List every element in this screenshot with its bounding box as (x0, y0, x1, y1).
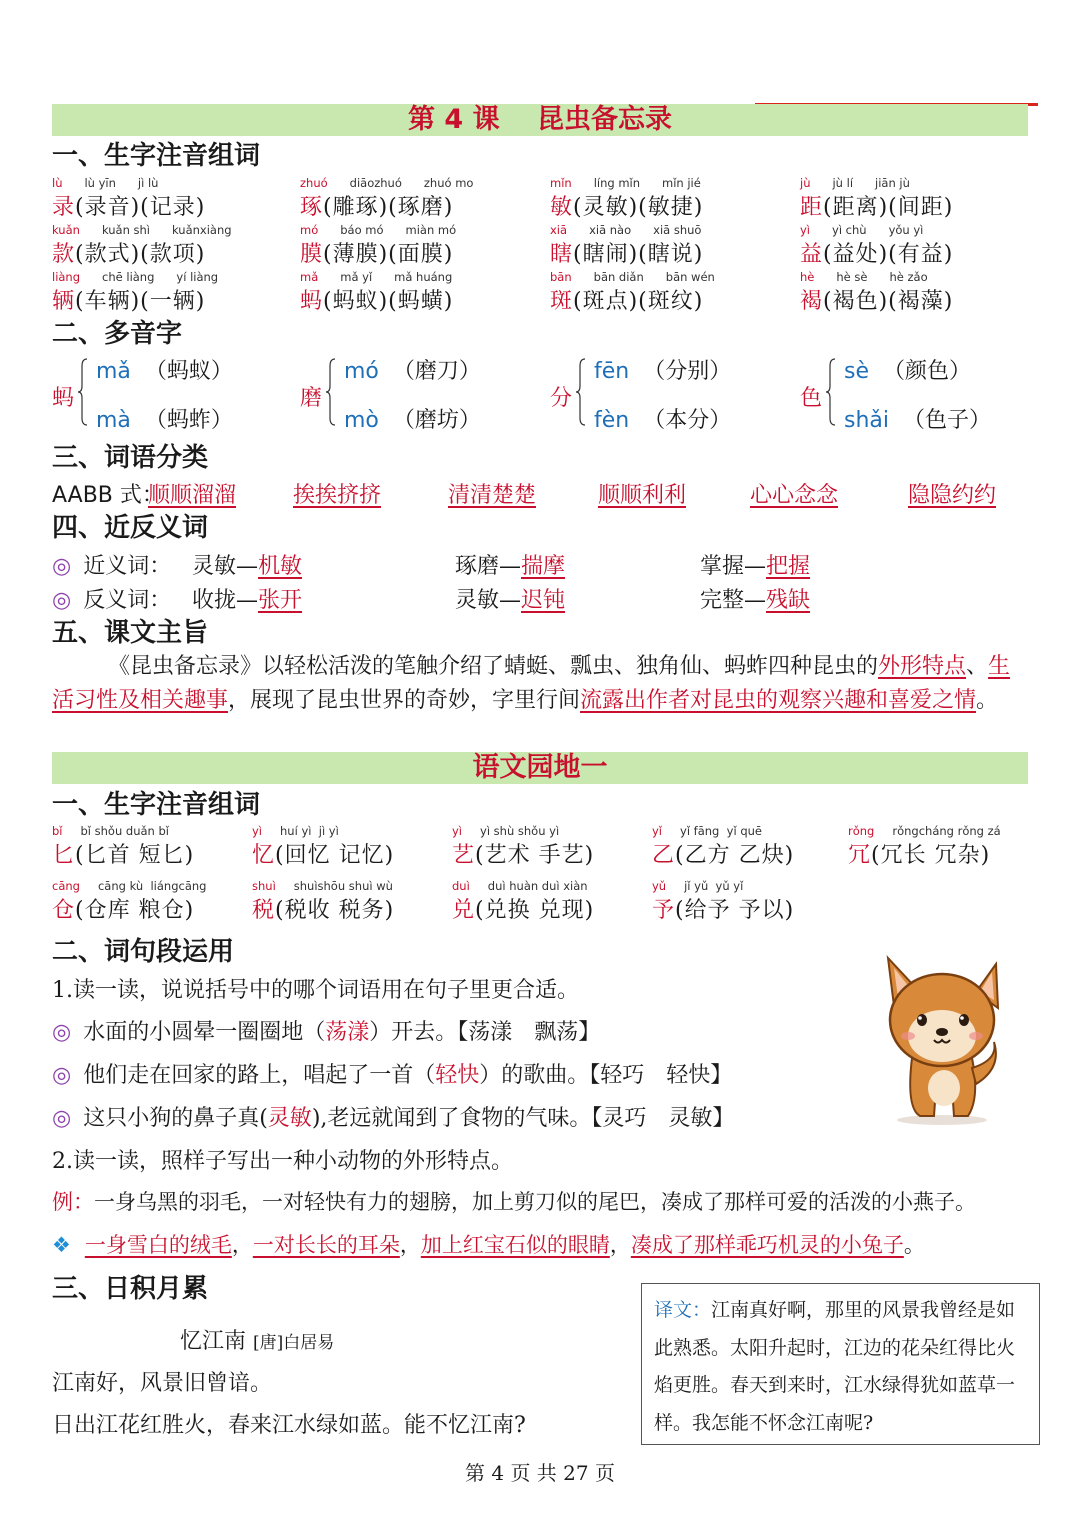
target-char: 膜 (300, 242, 324, 267)
pinyin-word-2: jì lù (137, 176, 159, 190)
synonym-pair (700, 549, 810, 580)
word-group: (乙方 乙炔) (675, 843, 795, 868)
char-words (300, 284, 453, 315)
reading-1 (344, 354, 481, 385)
pinyin-char: hè (800, 270, 815, 284)
aabb-word: 顺顺利利 (598, 483, 687, 508)
pinyin-word-2: bān wén (665, 270, 715, 284)
question-answer: 荡漾 (325, 1020, 370, 1045)
answer-part: 一对长长的耳朵 (252, 1233, 400, 1257)
lesson-name: 昆虫备忘录 (537, 104, 672, 135)
word-group: (薄膜)(面膜) (323, 242, 454, 267)
pinyin-char: jù (800, 176, 811, 190)
reading-2 (844, 403, 991, 434)
word-group: (车辆)(一辆) (75, 289, 206, 314)
question-text: ）开去。【荡漾 飘荡】 (369, 1020, 601, 1045)
target-char: 仓 (52, 898, 76, 923)
antonym-row (52, 583, 171, 614)
reading-1 (594, 354, 731, 385)
char-words (52, 284, 205, 315)
pinyin-word-2: miàn mó (405, 223, 457, 237)
pair-answer: 张开 (258, 588, 303, 613)
reading-pinyin: mǎ (96, 359, 131, 384)
diamond-bullet-icon: ❖ (52, 1233, 71, 1257)
pinyin-char: yǔ (652, 879, 667, 893)
pair-answer: 迟钝 (521, 588, 566, 613)
pinyin-char: yì (800, 223, 811, 237)
target-char: 瞎 (550, 242, 574, 267)
char-words (800, 284, 953, 315)
puppy-illustration (872, 948, 1008, 1128)
word-group: (褐色)(褐藻) (823, 289, 954, 314)
pinyin-word-1: líng mǐn (593, 176, 641, 190)
pinyin (550, 270, 715, 284)
pair-word: 琢磨— (455, 554, 522, 579)
word-group: (录音)(记录) (75, 195, 206, 220)
section-polyphones: 二、多音字 (52, 319, 183, 349)
pinyin-char: kuǎn (52, 223, 80, 237)
question-text: 这只小狗的鼻子真( (83, 1106, 268, 1131)
reading-word: （磨刀） (392, 359, 481, 384)
question-text: ),老远就闻到了食物的气味。【灵巧 灵敏】 (311, 1106, 735, 1131)
synonym-pair (192, 549, 302, 580)
pinyin-char: yǐ (652, 824, 663, 838)
pinyin (300, 223, 456, 237)
question-text: ）的歌曲。【轻巧 轻快】 (479, 1063, 733, 1088)
pair-word: 收拢— (192, 588, 259, 613)
pinyin-char: shuì (252, 879, 276, 893)
reading-word: （蚂蚱） (144, 408, 233, 433)
pinyin-word-1: mǎ yǐ (340, 270, 373, 284)
question-item (52, 1101, 734, 1132)
pinyin-word-1: yì chù (832, 223, 867, 237)
aabb-label: AABB 式： (52, 483, 164, 508)
answer-part: 加上红宝石似的眼睛 (420, 1233, 610, 1257)
pinyin-char: yì (252, 824, 263, 838)
reading-pinyin: fèn (594, 408, 630, 433)
pinyin (300, 270, 452, 284)
pinyin (300, 176, 473, 190)
theme-paragraph (52, 650, 1020, 718)
word-group: (匕首 短匕) (75, 843, 195, 868)
reading-2 (96, 403, 233, 434)
target-char: 冗 (848, 843, 872, 868)
example-line (52, 1186, 976, 1216)
pinyin (52, 270, 218, 284)
theme-text: ，展现了昆虫世界的奇妙，字里行间 (228, 688, 581, 713)
pinyin (52, 223, 232, 237)
poem-title: 忆江南 (180, 1329, 247, 1354)
brace-icon (326, 358, 336, 426)
pinyin (452, 824, 559, 838)
page-footer: 第 4 页 共 27 页 (465, 1461, 615, 1485)
pinyin (52, 879, 206, 893)
char-words (550, 284, 703, 315)
answer-line: ❖ 一身雪白的绒毛，一对长长的耳朵，加上红宝石似的眼睛，凑成了那样乖巧机灵的小兔子。 (52, 1233, 925, 1257)
brace-icon (78, 358, 88, 426)
question-text: 水面的小圆晕一圈圈地（ (83, 1020, 326, 1045)
poem-line-2: 日出江花红胜火，春来江水绿如蓝。能不忆江南? (52, 1413, 526, 1438)
target-char: 予 (652, 898, 676, 923)
lesson-number: 第 4 课 (408, 104, 500, 135)
reading-pinyin: mà (96, 408, 131, 433)
word-group: (斑点)(斑纹) (573, 289, 704, 314)
pair-answer: 揣摩 (521, 554, 566, 579)
char-words (52, 893, 194, 924)
section-synonyms: 四、近反义词 (52, 513, 209, 543)
target-char: 税 (252, 898, 276, 923)
target-char: 款 (52, 242, 76, 267)
garden-title: 语文园地一 (472, 752, 608, 783)
pinyin-char: mó (300, 223, 319, 237)
char-words (300, 190, 453, 221)
aabb-word: 挨挨挤挤 (293, 483, 382, 508)
pinyin-word-1: chē liàng (102, 270, 155, 284)
theme-text: 、 (966, 654, 989, 679)
pinyin-char: zhuó (300, 176, 328, 190)
char-words (52, 838, 194, 869)
circle-bullet-icon: ◎ (52, 1063, 72, 1088)
question-2: 2.读一读，照样子写出一种小动物的外形特点。 (52, 1149, 513, 1174)
reading-word: （蚂蚁） (144, 359, 233, 384)
pinyin-word-1: lù yīn (84, 176, 116, 190)
pinyin-char: bǐ (52, 824, 63, 838)
char-words (52, 190, 205, 221)
pinyin-word-1: jù lí (832, 176, 854, 190)
pinyin (252, 879, 393, 893)
pinyin (52, 824, 169, 838)
target-char: 益 (800, 242, 824, 267)
pinyin-words: huí yì jì yì (280, 824, 339, 838)
antonym-label: 反义词： (83, 588, 172, 613)
word-group: (税收 税务) (275, 898, 395, 923)
question-item (52, 1058, 732, 1089)
target-char: 辆 (52, 289, 76, 314)
polyphone-char: 磨 (300, 386, 323, 411)
garden-banner (52, 752, 1028, 784)
target-char: 琢 (300, 195, 324, 220)
brace-icon (826, 358, 836, 426)
pinyin-char: xiā (550, 223, 568, 237)
word-group: (款式)(款项) (75, 242, 206, 267)
pinyin-words: bǐ shǒu duǎn bǐ (80, 824, 169, 838)
pair-answer: 把握 (766, 554, 811, 579)
pair-word: 完整— (700, 588, 767, 613)
pinyin-char: rǒng (848, 824, 875, 838)
reading-word: （色子） (903, 408, 992, 433)
pinyin-char: mǎ (300, 270, 319, 284)
word-group: (兑换 兑现) (475, 898, 595, 923)
pinyin-char: bān (550, 270, 572, 284)
question-answer: 灵敏 (267, 1106, 312, 1131)
target-char: 褐 (800, 289, 824, 314)
word-group: (灵敏)(敏捷) (573, 195, 704, 220)
antonym-pair (700, 583, 810, 614)
pinyin (800, 176, 910, 190)
synonym-pair (455, 549, 565, 580)
pinyin-char: mǐn (550, 176, 572, 190)
reading-word: （本分） (643, 408, 732, 433)
word-group: (蚂蚁)(蚂蟥) (323, 289, 454, 314)
antonym-pair (455, 583, 565, 614)
word-group: (回忆 记忆) (275, 843, 395, 868)
reading-word: （磨坊） (392, 408, 481, 433)
pinyin-word-1: báo mó (340, 223, 384, 237)
translation-text: 江南真好啊，那里的风景我曾经是如此熟悉。太阳升起时，江边的花朵红得比火焰更胜。春天到来时，江水绿得犹如蓝草一样。我怎能不怀念江南呢? (654, 1299, 1016, 1434)
antonym-pair (192, 583, 302, 614)
pinyin-char: lù (52, 176, 63, 190)
aabb-word: 隐隐约约 (908, 483, 997, 508)
reading-pinyin: shǎi (844, 408, 889, 433)
pinyin-char: liàng (52, 270, 81, 284)
target-char: 艺 (452, 843, 476, 868)
pinyin (52, 176, 158, 190)
char-words (452, 893, 594, 924)
pinyin-word-1: diāozhuó (349, 176, 402, 190)
pinyin-words: rǒngcháng rǒng zá (892, 824, 1001, 838)
section-accumulation: 三、日积月累 (52, 1274, 209, 1304)
section-characters: 一、生字注音组词 (52, 141, 261, 171)
char-words (452, 838, 594, 869)
reading-pinyin: sè (844, 359, 869, 384)
theme-key-2: 生活习性及相关趣事 (52, 654, 1011, 713)
pair-answer: 机敏 (258, 554, 303, 579)
word-group: (仓库 粮仓) (75, 898, 195, 923)
pinyin-word-1: bān diǎn (593, 270, 644, 284)
answer-part: 凑成了那样乖巧机灵的小兔子 (630, 1233, 904, 1257)
theme-text: 《昆虫备忘录》以轻松活泼的笔触介绍了蜻蜓、瓢虫、独角仙、蚂蚱四种昆虫的 (108, 654, 879, 679)
char-words (652, 838, 794, 869)
poem-line-1: 江南好，风景旧曾谙。 (52, 1371, 273, 1396)
word-group: (给予 予以) (675, 898, 795, 923)
target-char: 距 (800, 195, 824, 220)
pinyin-word-2: yǒu yì (888, 223, 924, 237)
word-group: (瞎闹)(瞎说) (573, 242, 704, 267)
theme-key-3: 流露出作者对昆虫的观察兴趣和喜爱之情 (580, 688, 977, 713)
target-char: 斑 (550, 289, 574, 314)
pinyin-word-1: kuǎn shì (101, 223, 150, 237)
reading-pinyin: mó (344, 359, 379, 384)
pinyin-word-1: xiā nào (589, 223, 632, 237)
reading-2 (344, 403, 481, 434)
aabb-word: 清清楚楚 (448, 483, 537, 508)
target-char: 乙 (652, 843, 676, 868)
question-answer: 轻快 (435, 1063, 480, 1088)
synonym-label: 近义词： (83, 554, 172, 579)
pinyin-char: duì (452, 879, 470, 893)
pinyin-char: yì (452, 824, 463, 838)
pinyin-word-2: yí liàng (176, 270, 219, 284)
pinyin-word-2: xiā shuō (653, 223, 702, 237)
reading-word: （分别） (643, 359, 732, 384)
translation-box (641, 1283, 1040, 1445)
reading-1 (844, 354, 971, 385)
answer-part: 一身雪白的绒毛 (84, 1233, 232, 1257)
char-words (800, 237, 953, 268)
word-group: (益处)(有益) (823, 242, 954, 267)
section-usage: 二、词句段运用 (52, 937, 235, 967)
pinyin (550, 176, 701, 190)
target-char: 忆 (252, 843, 276, 868)
question-item (52, 1015, 600, 1046)
pinyin-words: duì huàn duì xiàn (487, 879, 588, 893)
pinyin (252, 824, 339, 838)
circle-bullet-icon: ◎ (52, 588, 72, 613)
word-group: (冗长 冗杂) (871, 843, 991, 868)
word-group: (距离)(间距) (823, 195, 954, 220)
polyphone-char: 蚂 (52, 386, 75, 411)
polyphone-char: 色 (800, 386, 823, 411)
char-words (848, 838, 990, 869)
brace-icon (576, 358, 586, 426)
target-char: 兑 (452, 898, 476, 923)
pair-word: 掌握— (700, 554, 767, 579)
pinyin-word-2: jiān jù (875, 176, 910, 190)
word-group: (艺术 手艺) (475, 843, 595, 868)
pinyin-words: yǐ fāng yǐ quē (680, 824, 762, 838)
reading-pinyin: fēn (594, 359, 630, 384)
pinyin-words: shuìshōu shuì wù (293, 879, 393, 893)
pinyin-word-2: mǎ huáng (394, 270, 453, 284)
pinyin (800, 270, 928, 284)
reading-pinyin: mò (344, 408, 379, 433)
polyphone-char: 分 (550, 386, 573, 411)
poem-author: [唐]白居易 (253, 1333, 335, 1353)
pinyin-word-2: zhuó mo (423, 176, 474, 190)
word-group: (雕琢)(琢磨) (323, 195, 454, 220)
reading-1 (96, 354, 233, 385)
char-words (300, 237, 453, 268)
aabb-word: 顺顺溜溜 (148, 483, 237, 508)
char-words (252, 893, 394, 924)
circle-bullet-icon: ◎ (52, 1106, 72, 1131)
target-char: 敏 (550, 195, 574, 220)
pinyin (452, 879, 588, 893)
pinyin-words: yì shù shǒu yì (480, 824, 560, 838)
pinyin (652, 879, 743, 893)
poem-title-line (180, 1324, 334, 1355)
pair-word: 灵敏— (455, 588, 522, 613)
section-word-class: 三、词语分类 (52, 443, 209, 473)
aabb-word: 心心念念 (750, 483, 839, 508)
synonym-row (52, 549, 171, 580)
circle-bullet-icon: ◎ (52, 1020, 72, 1045)
pair-word: 灵敏— (192, 554, 259, 579)
target-char: 蚂 (300, 289, 324, 314)
pair-answer: 残缺 (766, 588, 811, 613)
question-text: 他们走在回家的路上，唱起了一首（ (83, 1063, 436, 1088)
char-words (52, 237, 205, 268)
pinyin-word-2: hè zǎo (889, 270, 928, 284)
pinyin-words: cāng kù liángcāng (97, 879, 207, 893)
example-label: 例： (52, 1190, 94, 1214)
translation-label: 译文： (654, 1299, 712, 1321)
pinyin-word-2: mǐn jié (662, 176, 701, 190)
pinyin (652, 824, 762, 838)
circle-bullet-icon: ◎ (52, 554, 72, 579)
reading-2 (594, 403, 731, 434)
char-words (652, 893, 794, 924)
pinyin (550, 223, 701, 237)
pinyin-word-2: kuǎnxiàng (172, 223, 232, 237)
reading-word: （颜色） (883, 359, 972, 384)
theme-text: 。 (976, 688, 999, 713)
theme-key-1: 外形特点 (878, 654, 967, 679)
char-words (550, 190, 703, 221)
pinyin-char: cāng (52, 879, 80, 893)
char-words (800, 190, 953, 221)
pinyin (848, 824, 1001, 838)
example-text: 一身乌黑的羽毛，一对轻快有力的翅膀，加上剪刀似的尾巴，凑成了那样可爱的活泼的小燕子。 (94, 1190, 976, 1214)
char-words (252, 838, 394, 869)
pinyin-words: jǐ yǔ yǔ yǐ (684, 879, 744, 893)
section-garden-characters: 一、生字注音组词 (52, 790, 261, 820)
pinyin (800, 223, 923, 237)
lesson-banner (52, 104, 1028, 136)
section-theme: 五、课文主旨 (52, 618, 209, 648)
pinyin-word-1: hè sè (836, 270, 868, 284)
target-char: 录 (52, 195, 76, 220)
question-1: 1.读一读，说说括号中的哪个词语用在句子里更合适。 (52, 978, 579, 1003)
char-words (550, 237, 703, 268)
target-char: 匕 (52, 843, 76, 868)
